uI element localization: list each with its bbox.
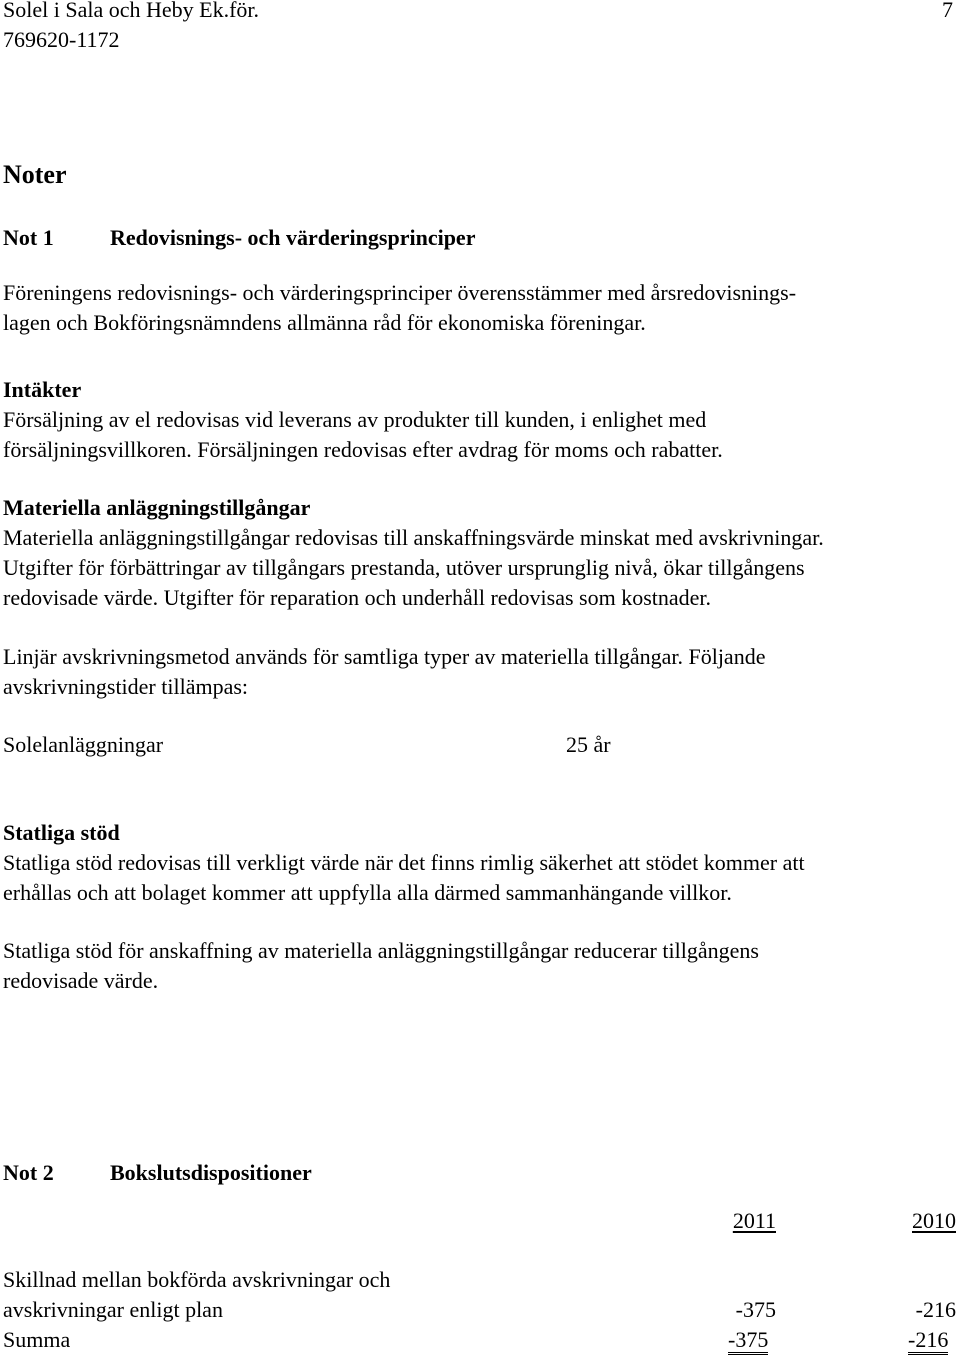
intakter-heading: Intäkter (3, 377, 82, 402)
year-2011-header: 2011 (732, 1208, 776, 1233)
note1-intro-line2: lagen och Bokföringsnämndens allmänna råd för ekonomiska föreningar. (3, 310, 646, 335)
note2-heading: Bokslutsdispositioner (110, 1160, 312, 1185)
page-title: Noter (3, 160, 67, 189)
sum-value-2011: -375 (728, 1327, 768, 1355)
row1-value-2010: -216 (915, 1297, 956, 1322)
page-number: 7 (942, 0, 953, 22)
statliga-line1: Statliga stöd redovisas till verkligt värde när det finns rimlig säkerhet att stödet kommer att (3, 850, 805, 875)
note1-intro-line1: Föreningens redovisnings- och värderingsprinciper överensstämmer med årsredovisnings- (3, 280, 797, 305)
materiella-line5: avskrivningstider tillämpas: (3, 674, 249, 699)
materiella-line4: Linjär avskrivningsmetod används för samtliga typer av materiella tillgångar. Följande (3, 644, 766, 669)
statliga-heading: Statliga stöd (3, 820, 120, 845)
asset-label: Solelanläggningar (3, 732, 164, 757)
header-company: Solel i Sala och Heby Ek.för. (3, 0, 260, 22)
materiella-heading: Materiella anläggningstillgångar (3, 495, 311, 520)
materiella-line1: Materiella anläggningstillgångar redovisas till anskaffningsvärde minskat med avskrivningar. (3, 525, 824, 550)
materiella-line2: Utgifter för förbättringar av tillgångars prestanda, utöver ursprunglig nivå, ökar tillgångens (3, 555, 805, 580)
sum-2010-wrap (908, 1325, 948, 1355)
note1-number: Not 1 (3, 225, 54, 250)
year-2010-header: 2010 (912, 1208, 956, 1233)
asset-life: 25 år (566, 732, 611, 757)
header-org-number: 769620-1172 (3, 27, 120, 52)
note2-number: Not 2 (3, 1160, 54, 1185)
row1-label-line1: Skillnad mellan bokförda avskrivningar och (3, 1267, 391, 1292)
row1-value-2011: -375 (735, 1297, 776, 1322)
sum-value-2010: -216 (908, 1327, 948, 1355)
intakter-line1: Försäljning av el redovisas vid leverans av produkter till kunden, i enlighet med (3, 407, 707, 432)
row1-label-line2: avskrivningar enligt plan (3, 1297, 223, 1322)
statliga-line4: redovisade värde. (3, 968, 159, 993)
note1-heading: Redovisnings- och värderingsprinciper (110, 225, 476, 250)
materiella-line3: redovisade värde. Utgifter för reparation och underhåll redovisas som kostnader. (3, 585, 712, 610)
statliga-line2: erhållas och att bolaget kommer att uppfylla alla därmed sammanhängande villkor. (3, 880, 732, 905)
intakter-line2: försäljningsvillkoren. Försäljningen redovisas efter avdrag för moms och rabatter. (3, 437, 723, 462)
sum-2011-wrap (728, 1325, 768, 1355)
sum-label: Summa (3, 1327, 71, 1352)
statliga-line3: Statliga stöd för anskaffning av materiella anläggningstillgångar reducerar tillgångens (3, 938, 759, 963)
